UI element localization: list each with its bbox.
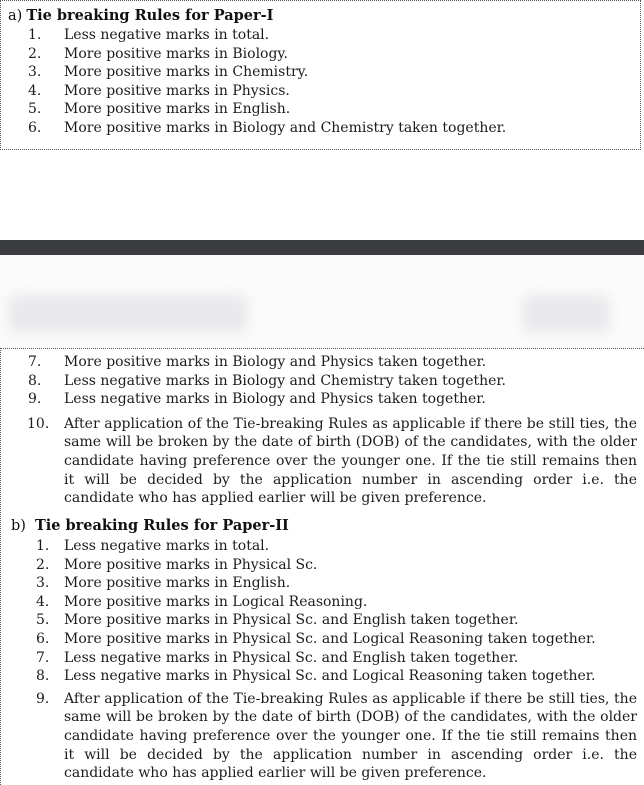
list-item: 2. More positive marks in Biology. (28, 45, 288, 62)
blurred-header-left (8, 295, 248, 333)
page-section-a (0, 0, 641, 150)
blurred-header-right (522, 295, 610, 333)
section-a-letter: a) (8, 8, 23, 24)
list-item: 9. Less negative marks in Biology and Physics taken together. (28, 391, 486, 408)
section-a-continued-list (1, 353, 637, 508)
list-item: 5. More positive marks in Physical Sc. and English taken together. (36, 612, 519, 629)
list-item: 2. More positive marks in Physical Sc. (36, 556, 318, 573)
list-item: 3. More positive marks in English. (36, 575, 291, 592)
list-item: 8. Less negative marks in Physical Sc. and Logical Reasoning taken together. (36, 668, 596, 685)
section-b-title: Tie breaking Rules for Paper-II (34, 517, 289, 534)
list-item: 4. More positive marks in Logical Reasoning. (36, 593, 368, 610)
section-a-heading (8, 7, 273, 24)
section-a-title: Tie breaking Rules for Paper-I (26, 7, 274, 24)
section-b-letter: b) (11, 518, 26, 534)
list-item: 5. More positive marks in English. (28, 101, 291, 118)
list-item: 3. More positive marks in Chemistry. (28, 64, 309, 81)
section-b-list (1, 537, 637, 783)
list-item: 6. More positive marks in Biology and Chemistry taken together. (28, 119, 507, 136)
list-item: 9. After application of the Tie-breaking Rules as applicable if there be still ties, the same will be broken by the date of birth (DOB) of the candidates, with the older candidate having preference over the younger one. If the tie still remains then it will be decided by the application number in ascending order i.e. the candidate who has applied earlier will be given preference. (36, 690, 637, 782)
page-gap (0, 255, 644, 348)
list-item: 1. Less negative marks in total. (36, 538, 270, 554)
section-b-heading (11, 517, 289, 534)
list-item: 10. After application of the Tie-breaking Rules as applicable if there be still ties, the same will be broken by the date of birth (DOB) of the candidates, with the older candidate having preference over the younger one. If the tie still remains then it will be decided by the application number in ascending order i.e. the candidate who has applied earlier will be given preference. (27, 415, 637, 507)
list-item: 8. Less negative marks in Biology and Chemistry taken together. (28, 372, 507, 389)
page-break-separator (0, 240, 644, 255)
section-a-list (1, 26, 601, 138)
list-item: 7. Less negative marks in Physical Sc. and English taken together. (36, 649, 519, 666)
list-item: 7. More positive marks in Biology and Physics taken together. (28, 354, 487, 370)
list-item: 6. More positive marks in Physical Sc. and Logical Reasoning taken together. (36, 630, 596, 647)
list-item: 4. More positive marks in Physics. (28, 82, 290, 99)
list-item: 1. Less negative marks in total. (28, 27, 270, 43)
page-section-b (0, 348, 644, 785)
